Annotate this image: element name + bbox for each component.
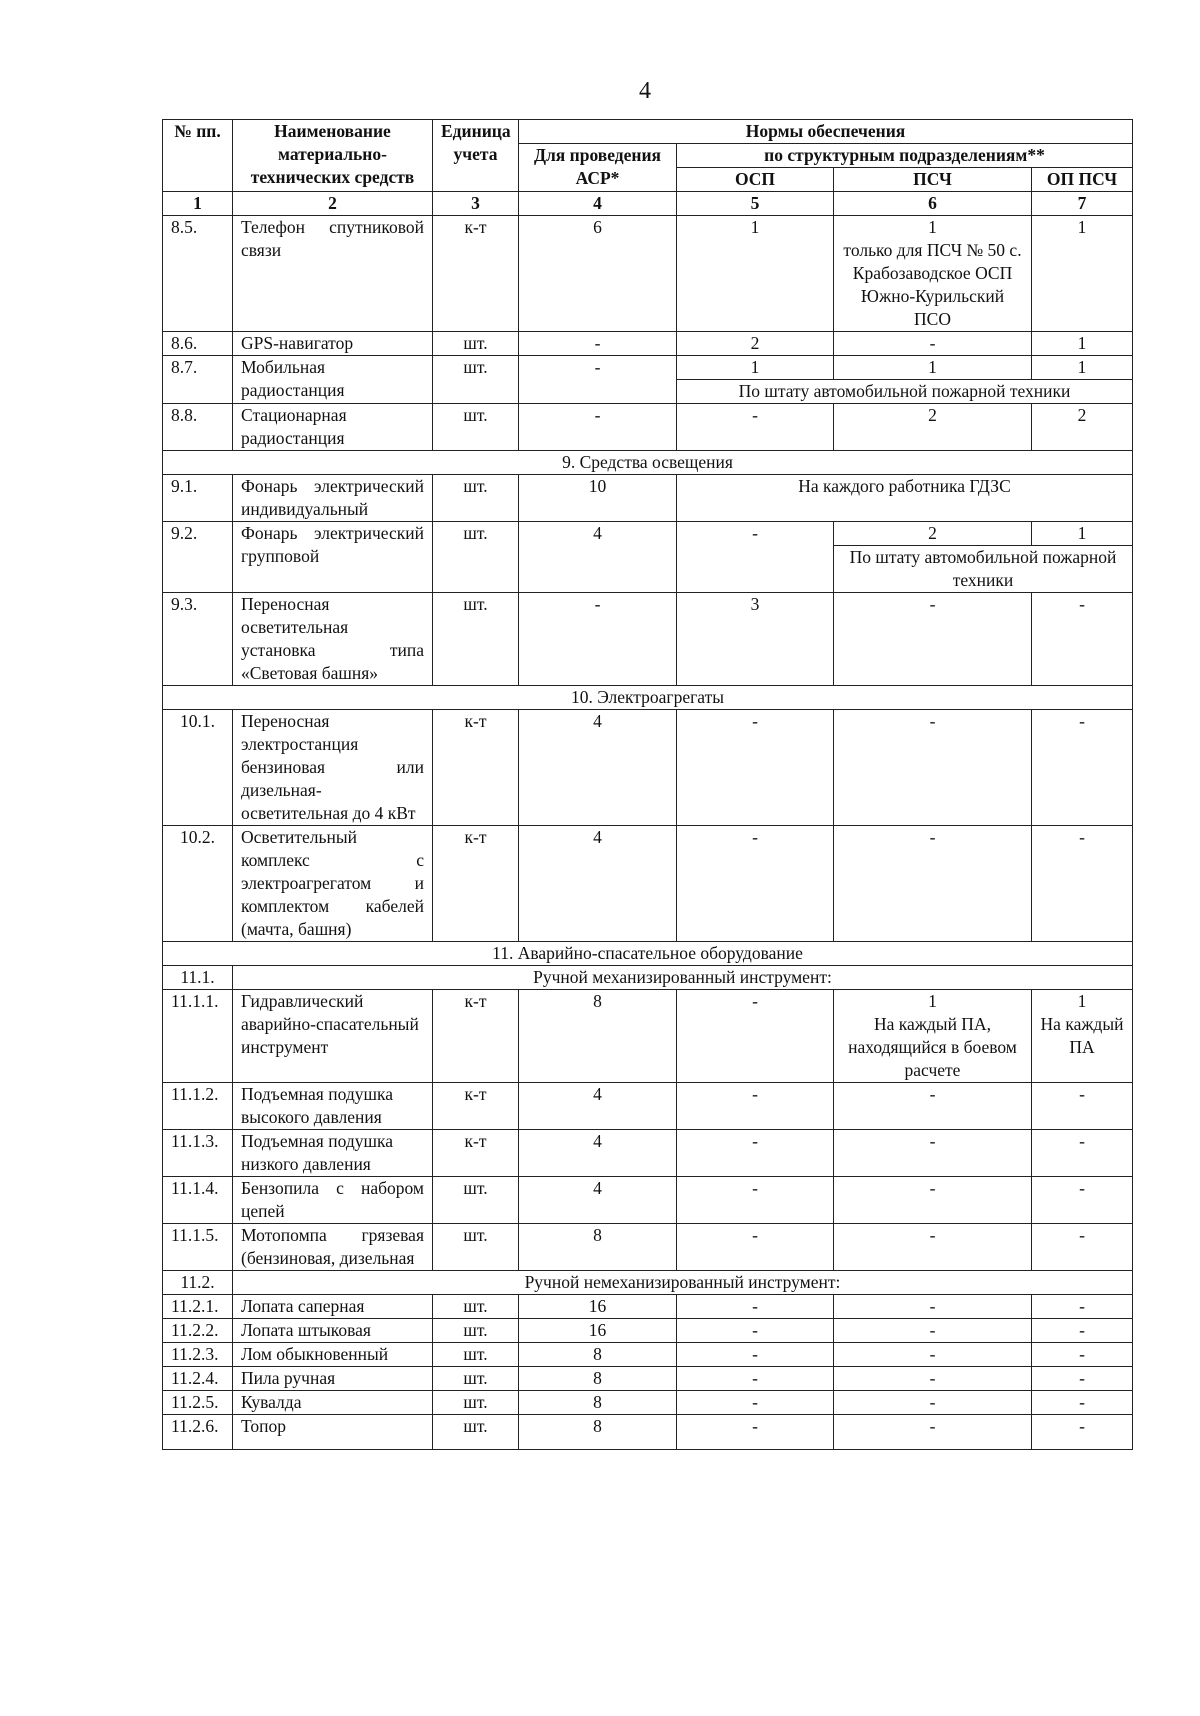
- staff-note: По штату автомобильной пожарной техники: [834, 546, 1133, 593]
- psch-value: -: [834, 593, 1032, 686]
- op-value: -: [1032, 710, 1133, 826]
- psch-value: -: [834, 332, 1032, 356]
- psch-value: -: [834, 1343, 1032, 1367]
- table-row: [163, 332, 1133, 356]
- psch-value: -: [834, 826, 1032, 942]
- item-name: Кувалда: [233, 1391, 433, 1415]
- unit: шт.: [433, 522, 519, 593]
- table-row: [163, 990, 1133, 1083]
- osp-value: -: [677, 1295, 834, 1319]
- subsection-row: [163, 966, 1133, 990]
- row-number: 9.3.: [163, 593, 233, 686]
- column-number: 6: [834, 192, 1032, 216]
- subsection-title: Ручной немеханизированный инструмент:: [233, 1271, 1133, 1295]
- row-number: 11.1.3.: [163, 1130, 233, 1177]
- unit: к-т: [433, 710, 519, 826]
- op-value: -: [1032, 1130, 1133, 1177]
- asr-value: -: [519, 593, 677, 686]
- item-name: Осветительный комплекс с электроагрегатом и комплектом кабелей (мачта, башня): [233, 826, 433, 942]
- op-value: -: [1032, 1391, 1133, 1415]
- osp-value: 2: [677, 332, 834, 356]
- op-value: -: [1032, 1319, 1133, 1343]
- psch-value: -: [834, 1319, 1032, 1343]
- osp-value: -: [677, 1415, 834, 1450]
- table-row: [163, 1130, 1133, 1177]
- item-name: Гидравлический аварийно-спасательный инструмент: [233, 990, 433, 1083]
- unit: шт.: [433, 593, 519, 686]
- header-no: № пп.: [163, 120, 233, 192]
- psch-value: 1: [928, 217, 937, 237]
- unit: шт.: [433, 1224, 519, 1271]
- psch-value: 1: [834, 356, 1032, 380]
- table-row: [163, 1319, 1133, 1343]
- asr-value: 8: [519, 1224, 677, 1271]
- unit: к-т: [433, 1130, 519, 1177]
- item-name: Фонарь электрический индивидуальный: [233, 475, 433, 522]
- osp-value: -: [677, 1319, 834, 1343]
- asr-value: 6: [519, 216, 677, 332]
- op-value: -: [1032, 1295, 1133, 1319]
- table-row: [163, 522, 1133, 546]
- unit: к-т: [433, 1083, 519, 1130]
- item-name: Топор: [233, 1415, 433, 1450]
- osp-value: -: [677, 404, 834, 451]
- psch-value: -: [834, 1224, 1032, 1271]
- osp-value: -: [677, 710, 834, 826]
- item-name: Мобильная радиостанция: [233, 356, 433, 404]
- psch-note: На каждый ПА, находящийся в боевом расчете: [848, 1014, 1017, 1080]
- header-norms: Нормы обеспечения: [519, 120, 1133, 144]
- item-name: Фонарь электрический групповой: [233, 522, 433, 593]
- table-row: [163, 1415, 1133, 1450]
- op-value: -: [1032, 1177, 1133, 1224]
- row-number: 11.1.5.: [163, 1224, 233, 1271]
- table-row: [163, 356, 1133, 380]
- row-number: 9.2.: [163, 522, 233, 593]
- osp-value: 1: [677, 216, 834, 332]
- row-number: 11.1.2.: [163, 1083, 233, 1130]
- norms-table: [162, 119, 1133, 1450]
- osp-value: -: [677, 1224, 834, 1271]
- item-name: Лом обыкновенный: [233, 1343, 433, 1367]
- op-note: На каждый ПА: [1040, 1014, 1124, 1057]
- asr-value: 8: [519, 990, 677, 1083]
- row-number: 8.8.: [163, 404, 233, 451]
- section-row: [163, 686, 1133, 710]
- section-title: 10. Электроагрегаты: [163, 686, 1133, 710]
- psch-value: -: [834, 1083, 1032, 1130]
- row-number: 11.2.1.: [163, 1295, 233, 1319]
- psch-value: -: [834, 1391, 1032, 1415]
- row-number: 11.1.1.: [163, 990, 233, 1083]
- page-number: 4: [639, 78, 651, 104]
- row-number: 8.7.: [163, 356, 233, 404]
- asr-value: 4: [519, 1083, 677, 1130]
- item-name: Подъемная подушка низкого давления: [233, 1130, 433, 1177]
- table-row: [163, 826, 1133, 942]
- psch-value: -: [834, 1415, 1032, 1450]
- staff-note: По штату автомобильной пожарной техники: [677, 380, 1133, 404]
- header-op-psch: ОП ПСЧ: [1032, 168, 1133, 192]
- row-number: 11.2.5.: [163, 1391, 233, 1415]
- row-number: 11.2.2.: [163, 1319, 233, 1343]
- table-row: [163, 1391, 1133, 1415]
- osp-value: -: [677, 826, 834, 942]
- row-number: 10.2.: [163, 826, 233, 942]
- op-value: -: [1032, 1224, 1133, 1271]
- unit: шт.: [433, 1177, 519, 1224]
- osp-value: -: [677, 1343, 834, 1367]
- asr-value: 4: [519, 710, 677, 826]
- header-for-asr: Для проведения АСР*: [519, 144, 677, 192]
- section-title: 9. Средства освещения: [163, 451, 1133, 475]
- table-row: [163, 593, 1133, 686]
- unit: шт.: [433, 356, 519, 404]
- op-value: 1: [1077, 991, 1087, 1011]
- osp-value: 3: [677, 593, 834, 686]
- column-number: 2: [233, 192, 433, 216]
- psch-value: 1: [928, 991, 937, 1011]
- unit: шт.: [433, 404, 519, 451]
- op-value: 2: [1032, 404, 1133, 451]
- asr-value: -: [519, 332, 677, 356]
- op-value: 1: [1032, 522, 1133, 546]
- subsection-row: [163, 1271, 1133, 1295]
- asr-value: 8: [519, 1391, 677, 1415]
- asr-value: -: [519, 404, 677, 451]
- asr-value: 4: [519, 1130, 677, 1177]
- section-row: [163, 942, 1133, 966]
- psch-value: 2: [834, 522, 1032, 546]
- asr-value: 8: [519, 1415, 677, 1450]
- osp-value: -: [677, 1083, 834, 1130]
- table-row: [163, 710, 1133, 826]
- table-row: [163, 1177, 1133, 1224]
- unit: шт.: [433, 1295, 519, 1319]
- osp-value: -: [677, 990, 834, 1083]
- unit: шт.: [433, 1415, 519, 1450]
- psch-cell: [834, 216, 1032, 332]
- osp-value: -: [677, 1130, 834, 1177]
- unit: шт.: [433, 1343, 519, 1367]
- row-number: 11.1.4.: [163, 1177, 233, 1224]
- item-name: Стационарная радиостанция: [233, 404, 433, 451]
- row-number: 11.2.4.: [163, 1367, 233, 1391]
- item-name: Переносная электростанция бензиновая или дизельная-осветительная до 4 кВт: [233, 710, 433, 826]
- header-unit: Единица учета: [433, 120, 519, 192]
- osp-value: -: [677, 522, 834, 593]
- psch-cell: [834, 990, 1032, 1083]
- asr-value: 8: [519, 1343, 677, 1367]
- item-name: Лопата штыковая: [233, 1319, 433, 1343]
- op-value: -: [1032, 826, 1133, 942]
- asr-value: 10: [519, 475, 677, 522]
- item-name: Лопата саперная: [233, 1295, 433, 1319]
- header-by-units: по структурным подразделениям**: [677, 144, 1133, 168]
- row-number: 8.6.: [163, 332, 233, 356]
- row-number: 8.5.: [163, 216, 233, 332]
- op-value: 1: [1032, 356, 1133, 380]
- row-number: 11.2.6.: [163, 1415, 233, 1450]
- op-value: -: [1032, 1415, 1133, 1450]
- item-name: Пила ручная: [233, 1367, 433, 1391]
- column-number: 7: [1032, 192, 1133, 216]
- asr-value: 4: [519, 826, 677, 942]
- row-number: 10.1.: [163, 710, 233, 826]
- table-row: [163, 1224, 1133, 1271]
- osp-value: -: [677, 1391, 834, 1415]
- section-title: 11. Аварийно-спасательное оборудование: [163, 942, 1133, 966]
- table-row: [163, 1295, 1133, 1319]
- unit: шт.: [433, 1367, 519, 1391]
- op-value: -: [1032, 593, 1133, 686]
- row-number: 11.2.3.: [163, 1343, 233, 1367]
- header-name: Наименование материально-технических средств: [233, 120, 433, 192]
- item-name: Бензопила с набором цепей: [233, 1177, 433, 1224]
- unit: шт.: [433, 1391, 519, 1415]
- row-number: 11.2.: [163, 1271, 233, 1295]
- header-psch: ПСЧ: [834, 168, 1032, 192]
- table-row: [163, 1083, 1133, 1130]
- column-number: 3: [433, 192, 519, 216]
- asr-value: 16: [519, 1319, 677, 1343]
- column-number: 1: [163, 192, 233, 216]
- unit: шт.: [433, 475, 519, 522]
- unit: шт.: [433, 1319, 519, 1343]
- op-value: 1: [1032, 332, 1133, 356]
- row-number: 9.1.: [163, 475, 233, 522]
- op-value: -: [1032, 1083, 1133, 1130]
- unit: к-т: [433, 990, 519, 1083]
- unit: к-т: [433, 216, 519, 332]
- psch-value: -: [834, 1295, 1032, 1319]
- table-row: [163, 404, 1133, 451]
- psch-value: 2: [834, 404, 1032, 451]
- psch-value: -: [834, 1130, 1032, 1177]
- table-row: [163, 216, 1133, 332]
- column-number: 5: [677, 192, 834, 216]
- asr-value: 4: [519, 522, 677, 593]
- item-name: Телефон спутниковой связи: [233, 216, 433, 332]
- asr-value: -: [519, 356, 677, 404]
- merged-note: На каждого работника ГДЗС: [677, 475, 1133, 522]
- op-cell: [1032, 990, 1133, 1083]
- table-row: [163, 1343, 1133, 1367]
- section-row: [163, 451, 1133, 475]
- header-osp: ОСП: [677, 168, 834, 192]
- psch-value: -: [834, 1177, 1032, 1224]
- osp-value: 1: [677, 356, 834, 380]
- table-row: [163, 475, 1133, 522]
- asr-value: 4: [519, 1177, 677, 1224]
- item-name: GPS-навигатор: [233, 332, 433, 356]
- item-name: Подъемная подушка высокого давления: [233, 1083, 433, 1130]
- item-name: Мотопомпа грязевая (бензиновая, дизельная: [233, 1224, 433, 1271]
- asr-value: 16: [519, 1295, 677, 1319]
- asr-value: 8: [519, 1367, 677, 1391]
- item-name: Переносная осветительная установка типа «Световая башня»: [233, 593, 433, 686]
- psch-value: -: [834, 1367, 1032, 1391]
- op-value: -: [1032, 1343, 1133, 1367]
- column-number: 4: [519, 192, 677, 216]
- subsection-title: Ручной механизированный инструмент:: [233, 966, 1133, 990]
- osp-value: -: [677, 1177, 834, 1224]
- psch-value: -: [834, 710, 1032, 826]
- op-value: -: [1032, 1367, 1133, 1391]
- unit: к-т: [433, 826, 519, 942]
- osp-value: -: [677, 1367, 834, 1391]
- op-value: 1: [1032, 216, 1133, 332]
- table-row: [163, 1367, 1133, 1391]
- column-numbers-row: [163, 192, 1133, 216]
- unit: шт.: [433, 332, 519, 356]
- psch-note: только для ПСЧ № 50 с. Крабозаводское ОСП Южно-Курильский ПСО: [843, 240, 1022, 329]
- row-number: 11.1.: [163, 966, 233, 990]
